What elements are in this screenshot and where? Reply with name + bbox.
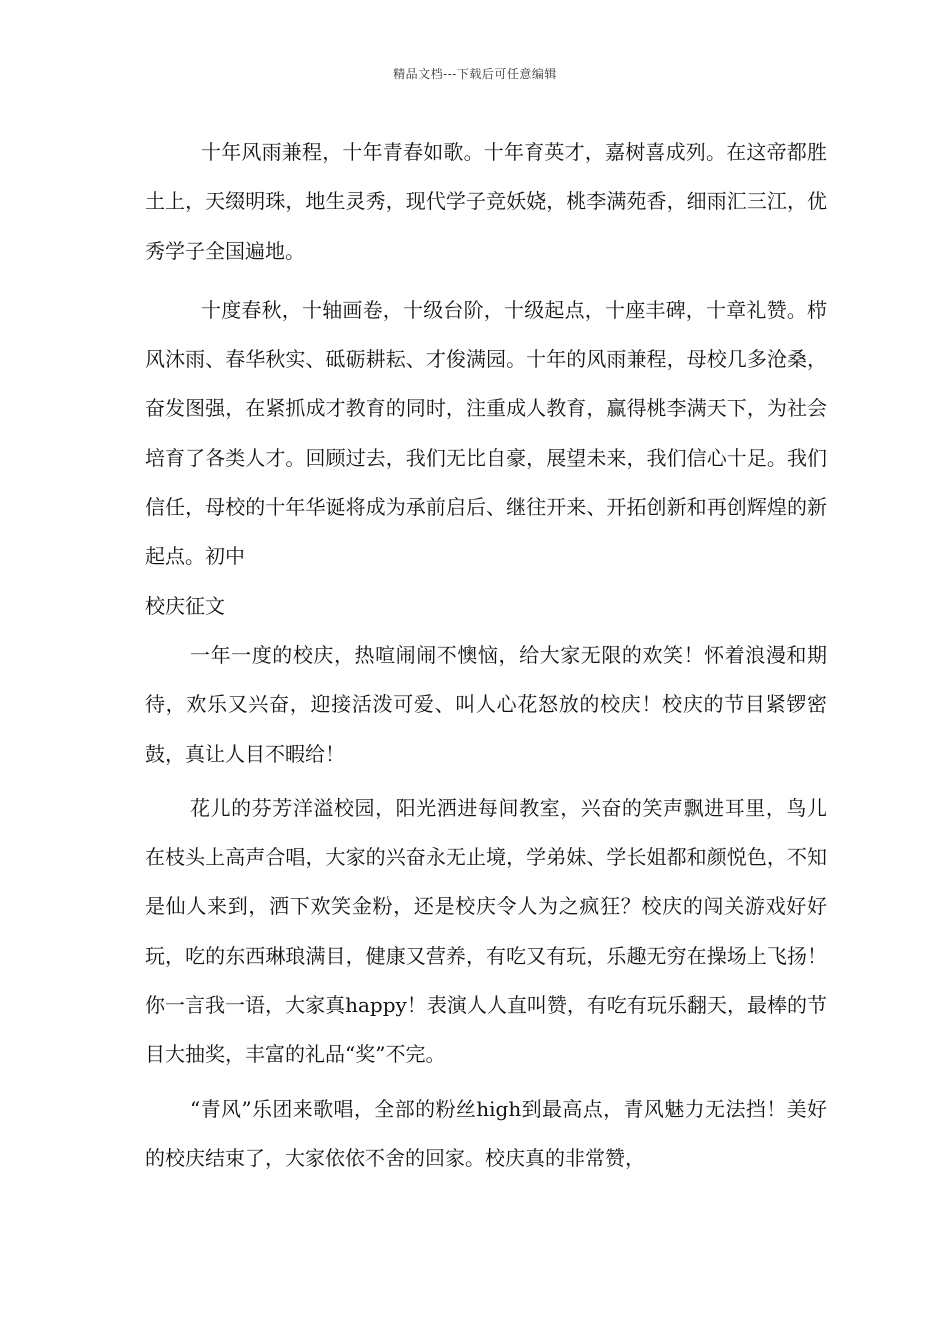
paragraph-3: 校庆征文 (145, 593, 225, 618)
document-body (145, 128, 827, 1183)
page-header: 精品文档---下载后可任意编辑 (393, 67, 557, 81)
paragraph-6: “青风”乐团来歌唱，全部的粉丝high到最高点，青风魅力无法挡！美好的校庆结束了，大家依依不舍的回家。校庆真的非常赞， (145, 1096, 827, 1170)
paragraph-2: 十度春秋，十轴画卷，十级台阶，十级起点，十座丰碑，十章礼赞。栉风沐雨、春华秋实、砥砺耕耘、才俊满园。十年的风雨兼程，母校几多沧桑，奋发图强，在紧抓成才教育的同时，注重成人教育，赢得桃李满天下，为社会培育了各类人才。回顾过去，我们无比自豪，展望未来，我们信心十足。我们信任，母校的十年华诞将成为承前启后、继往开来、开拓创新和再创辉煌的新起点。初中 (145, 297, 827, 569)
paragraph-5: 花儿的芬芳洋溢校园，阳光洒进每间教室，兴奋的笑声飘进耳里，鸟儿在枝头上高声合唱，大家的兴奋永无止境，学弟妹、学长姐都和颜悦色，不知是仙人来到，洒下欢笑金粉，还是校庆令人为之疯狂？校庆的闯关游戏好好玩，吃的东西琳琅满目，健康又营养，有吃又有玩，乐趣无穷在操场上飞扬！你一言我一语，大家真happy！表演人人直叫赞，有吃有玩乐翻天，最棒的节目大抽奖，丰富的礼品“奖”不完。 (145, 795, 827, 1067)
paragraph-4: 一年一度的校庆，热喧闹闹不懊恼，给大家无限的欢笑！怀着浪漫和期待，欢乐又兴奋，迎接活泼可爱、叫人心花怒放的校庆！校庆的节目紧锣密鼓，真让人目不暇给！ (145, 642, 827, 766)
paragraph-1: 十年风雨兼程，十年青春如歌。十年育英才，嘉树喜成列。在这帝都胜土上，天缀明珠，地生灵秀，现代学子竞妖娆，桃李满苑香，细雨汇三江，优秀学子全国遍地。 (145, 140, 827, 263)
